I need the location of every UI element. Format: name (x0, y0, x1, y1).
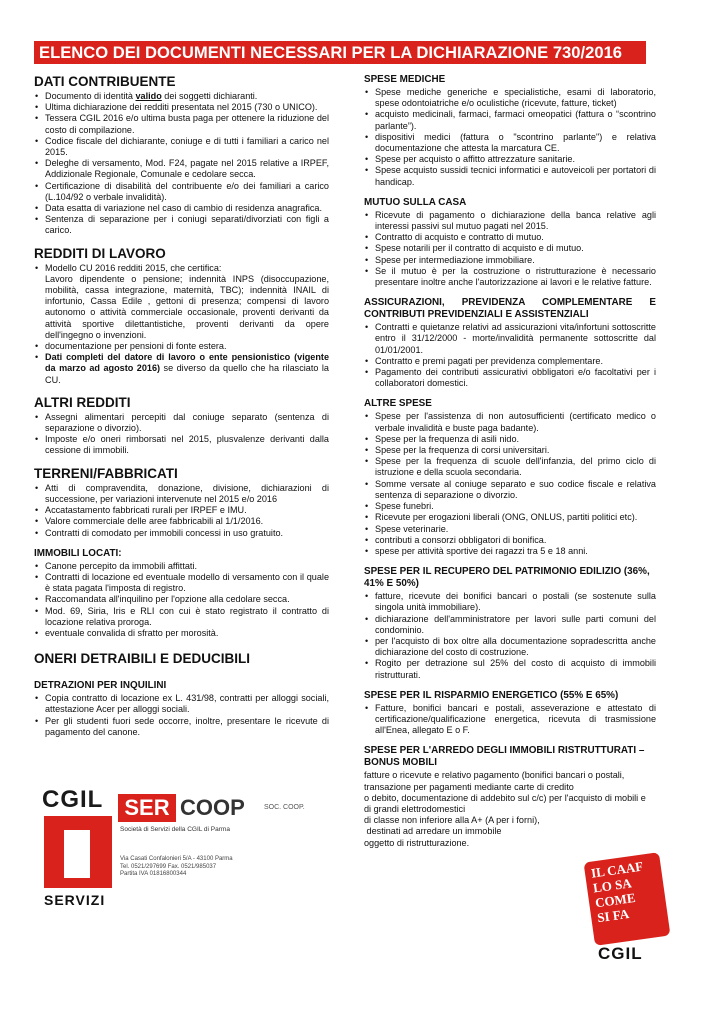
list-item: • Spese veterinarie. (375, 524, 656, 535)
list-item: • Spese per la frequenza di asili nido. (375, 434, 656, 445)
caaf-stamp: IL CAAF LO SA COME SI FA (584, 852, 671, 946)
list-altre-spese (364, 411, 656, 557)
list-item: • Contratto di acquisto e contratto di mutuo. (375, 232, 656, 243)
section-heading-recupero: SPESE PER IL RECUPERO DEL PATRIMONIO EDILIZIO (36%, 41% E 50%) (364, 566, 650, 590)
list-item: • fatture, ricevute dei bonifici bancari o postali (se sostenute sulla singola unità immobiliare). (375, 591, 656, 613)
text-line: di classe non inferiore alla A+ (A per i forni), (364, 815, 540, 826)
list-item: • Somme versate al coniuge separato e suo codice fiscale e relativa sentenza di separazione o divorzio. (375, 479, 656, 501)
ser-text: SER (118, 794, 176, 822)
text-line: oggetto di ristrutturazione. (364, 837, 470, 848)
list-item: • Accatastamento fabbricati rurali per IRPEF e IMU. (45, 505, 329, 516)
list-item: • Tessera CGIL 2016 e/o ultima busta paga per ottenere la riduzione del costo di compilazione. (45, 113, 329, 135)
list-item: • Contratto e premi pagati per previdenza complementare. (375, 356, 656, 367)
list-recupero (364, 591, 656, 681)
section-heading-arredo: SPESE PER L'ARREDO DEGLI IMMOBILI RISTRUTTURATI – BONUS MOBILI (364, 745, 645, 769)
list-item: • Imposte e/o oneri rimborsati nel 2015, plusvalenze derivanti dalla cessione di immobili. (45, 434, 329, 456)
list-terreni (34, 483, 329, 539)
page-title: ELENCO DEI DOCUMENTI NECESSARI PER LA DICHIARAZIONE 730/2016 (34, 41, 646, 64)
list-item: • contributi a consorzi obbligatori di bonifica. (375, 535, 656, 546)
list-item: • Atti di compravendita, donazione, divisione, dichiarazioni di successione, per variazioni intervenute nel 2015 e/o 2016 (45, 483, 329, 505)
list-item: • Mod. 69, Siria, Iris e RLI con cui è stato registrato il contratto di locazione relativa proroga. (45, 606, 329, 628)
logo-address: Via Casati Confalonieri 5/A - 43100 Parma Tel. 0521/297699 Fax. 0521/985037 Partita IVA 01816800344 (120, 856, 233, 877)
list-item: • eventuale convalida di sfratto per morosità. (45, 628, 329, 639)
list-item: • Canone percepito da immobili affittati. (45, 561, 329, 572)
list-item: • spese per attività sportive dei ragazzi tra 5 e 18 anni. (375, 546, 656, 557)
logo-cgil-text: CGIL (42, 786, 104, 813)
section-heading-redditi: REDDITI DI LAVORO (34, 245, 166, 261)
list-item: • Spese per acquisto o affitto attrezzature sanitarie. (375, 154, 656, 165)
list-item: • Spese notarili per il contratto di acquisto e di mutuo. (375, 243, 656, 254)
logo-mark-icon (44, 816, 112, 888)
section-heading-assicurazioni: ASSICURAZIONI, PREVIDENZA COMPLEMENTARE E CONTRIBUTI PREVIDENZIALI E ASSISTENZIALI (364, 297, 656, 321)
section-heading-altri: ALTRI REDDITI (34, 394, 131, 410)
logo-subtitle: Società di Servizi della CGIL di Parma (120, 826, 230, 833)
list-item: • Ultima dichiarazione dei redditi presentata nel 2015 (730 o UNICO). (45, 102, 329, 113)
list-item: • Pagamento dei contributi assicurativi obbligatori e/o facoltativi per i collaboratori domestici. (375, 367, 656, 389)
list-item: • Raccomandata all'inquilino per l'opzione alla cedolare secca. (45, 594, 329, 605)
arredo-text (364, 770, 649, 848)
list-item: • Spese per la frequenza di scuole dell'infanzia, del primo ciclo di istruzione e della scuola secondaria. (375, 456, 656, 478)
list-item: • Deleghe di versamento, Mod. F24, pagate nel 2015 relative a IRPEF, Addizionale Regionale, Comunale e cedolare secca. (45, 158, 329, 180)
list-item: • Data esatta di variazione nel caso di cambio di residenza anagrafica. (45, 203, 329, 214)
soc-coop-text: SOC. COOP. (264, 804, 305, 811)
section-heading-altre-spese: ALTRE SPESE (364, 398, 432, 410)
list-item: • Copia contratto di locazione ex L. 431/98, contratti per alloggi sociali, attestazione Acer per alloggi sociali. (45, 693, 329, 715)
list-mutuo (364, 210, 656, 288)
text-line: destinati ad arredare un immobile (364, 826, 502, 837)
section-heading-energetico: SPESE PER IL RISPARMIO ENERGETICO (55% E 65%) (364, 689, 619, 701)
list-item: • Per gli studenti fuori sede occorre, inoltre, presentare le ricevute di pagamento del canone. (45, 716, 329, 738)
section-heading-inquilini: DETRAZIONI PER INQUILINI (34, 680, 167, 692)
list-item: • per l'acquisto di box oltre alla documentazione sopradescritta anche dichiarazione del costo di costruzione. (375, 636, 656, 658)
section-heading-dati: DATI CONTRIBUENTE (34, 74, 176, 89)
list-altri (34, 412, 329, 457)
list-item: • Assegni alimentari percepiti dal coniuge separato (sentenza di separazione o divorzio). (45, 412, 329, 434)
section-heading-terreni: TERRENI/FABBRICATI (34, 465, 178, 481)
list-item: • dispositivi medici (fattura o "scontrino parlante") e relativa documentazione che attesta la marcatura CE. (375, 132, 656, 154)
text-line: o debito, documentazione di addebito sul c/c) per l'acquisto di mobili e di grandi elettrodomestici (364, 792, 646, 814)
list-item: • documentazione per pensioni di fonte estera. (45, 341, 329, 352)
list-item: • Spese per la frequenza di corsi universitari. (375, 445, 656, 456)
list-item: • Modello CU 2016 redditi 2015, che certifica: Lavoro dipendente o pensione; indennità INPS (disoccupazione, mobilità, cassa integrazione, maternità, TBC); indennità INAIL di infortunio, Cassa Edile , gettoni di presenza; compensi di lavoro autonomo o attività commerciale occasionale, proventi derivanti da attività sportive dilettantistiche, proventi derivanti da opere dell'ingegno o invenzioni. (45, 263, 329, 341)
section-heading-mediche: SPESE MEDICHE (364, 74, 446, 85)
list-immobili (34, 561, 329, 639)
list-item: • Ricevute di pagamento o dichiarazione della banca relative agli interessi passivi sul mutuo pagati nel 2015. (375, 210, 656, 232)
list-energetico (364, 703, 656, 737)
cgil-sercoop-logo (30, 786, 320, 914)
list-item: • Sentenza di separazione per i coniugi separati/divorziati con figli a carico. (45, 214, 329, 236)
list-redditi (34, 263, 329, 386)
caaf-cgil-text: CGIL (598, 944, 643, 963)
logo-servizi-text: SERVIZI (44, 892, 106, 908)
list-item: • Fatture, bonifici bancari e postali, asseverazione e attestato di certificazione/qualificazione energetica, ricevuta di trasmissione all'Enea, allegato E o F. (375, 703, 656, 737)
list-item: • Dati completi del datore di lavoro o ente pensionistico (vigente da marzo ad agosto 2016) se diverso da quello che ha rilasciato la CU. (45, 352, 329, 386)
list-item: • Se il mutuo è per la costruzione o ristrutturazione è necessario presentare inoltre anche l'autorizzazione ai lavori e le relative fatture. (375, 266, 656, 288)
coop-text: COOP (180, 795, 245, 820)
list-item: • Spese per intermediazione immobiliare. (375, 255, 656, 266)
list-item: • acquisto medicinali, farmaci, farmaci omeopatici (fattura o “scontrino parlante”). (375, 109, 656, 131)
list-item: • Contratti di comodato per immobili concessi in uso gratuito. (45, 528, 329, 539)
list-item: • Spese funebri. (375, 501, 656, 512)
list-item: • Codice fiscale del dichiarante, coniuge e di tutti i familiari a carico nel 2015. (45, 136, 329, 158)
right-column (364, 74, 656, 849)
section-heading-oneri: ONERI DETRAIBILI E DEDUCIBILI (34, 651, 251, 667)
list-item: • dichiarazione dell'amministratore per lavori sulle parti comuni del condominio. (375, 614, 656, 636)
list-item: • Spese acquisto sussidi tecnici informatici e autoveicoli per portatori di handicap. (375, 165, 656, 187)
list-item: • Rogito per detrazione sul 25% del costo di acquisto di immobili ristrutturati. (375, 658, 656, 680)
list-item: • Documento di identità valido dei soggetti dichiaranti. (45, 91, 329, 102)
list-item: • Spese per l'assistenza di non autosufficienti (certificato medico o verbale invalidità e buste paga badante). (375, 411, 656, 433)
list-assicurazioni (364, 322, 656, 389)
list-item: • Certificazione di disabilità del contribuente e/o dei familiari a carico (L.104/92 o verbale invalidità). (45, 181, 329, 203)
list-mediche (364, 87, 656, 188)
list-item: • Valore commerciale delle aree fabbricabili al 1/1/2016. (45, 516, 329, 527)
list-item: • Ricevute per erogazioni liberali (ONG, ONLUS, partiti politici etc). (375, 512, 656, 523)
section-heading-immobili: IMMOBILI LOCATI: (34, 547, 122, 559)
list-dati (34, 91, 329, 237)
list-item: • Contratti di locazione ed eventuale modello di versamento con il quale è stata pagata l'imposta di registro. (45, 572, 329, 594)
list-item: • Spese mediche generiche e specialistiche, esami di laboratorio, spese odontoiatriche e/o oculistiche (ricevute, fatture, ticket) (375, 87, 656, 109)
list-item: • Contratti e quietanze relativi ad assicurazioni vita/infortuni sottoscritte entro il 31/12/2000 - morte/invalidità permanente sottoscritte dal 01/01/2001. (375, 322, 656, 356)
list-inquilini (34, 693, 329, 738)
left-column (34, 74, 329, 738)
section-heading-mutuo: MUTUO SULLA CASA (364, 196, 467, 208)
text-line: fatture o ricevute e relativo pagamento (bonifici bancari o postali, transazione per pagamenti mediante carte di credito (364, 770, 625, 792)
